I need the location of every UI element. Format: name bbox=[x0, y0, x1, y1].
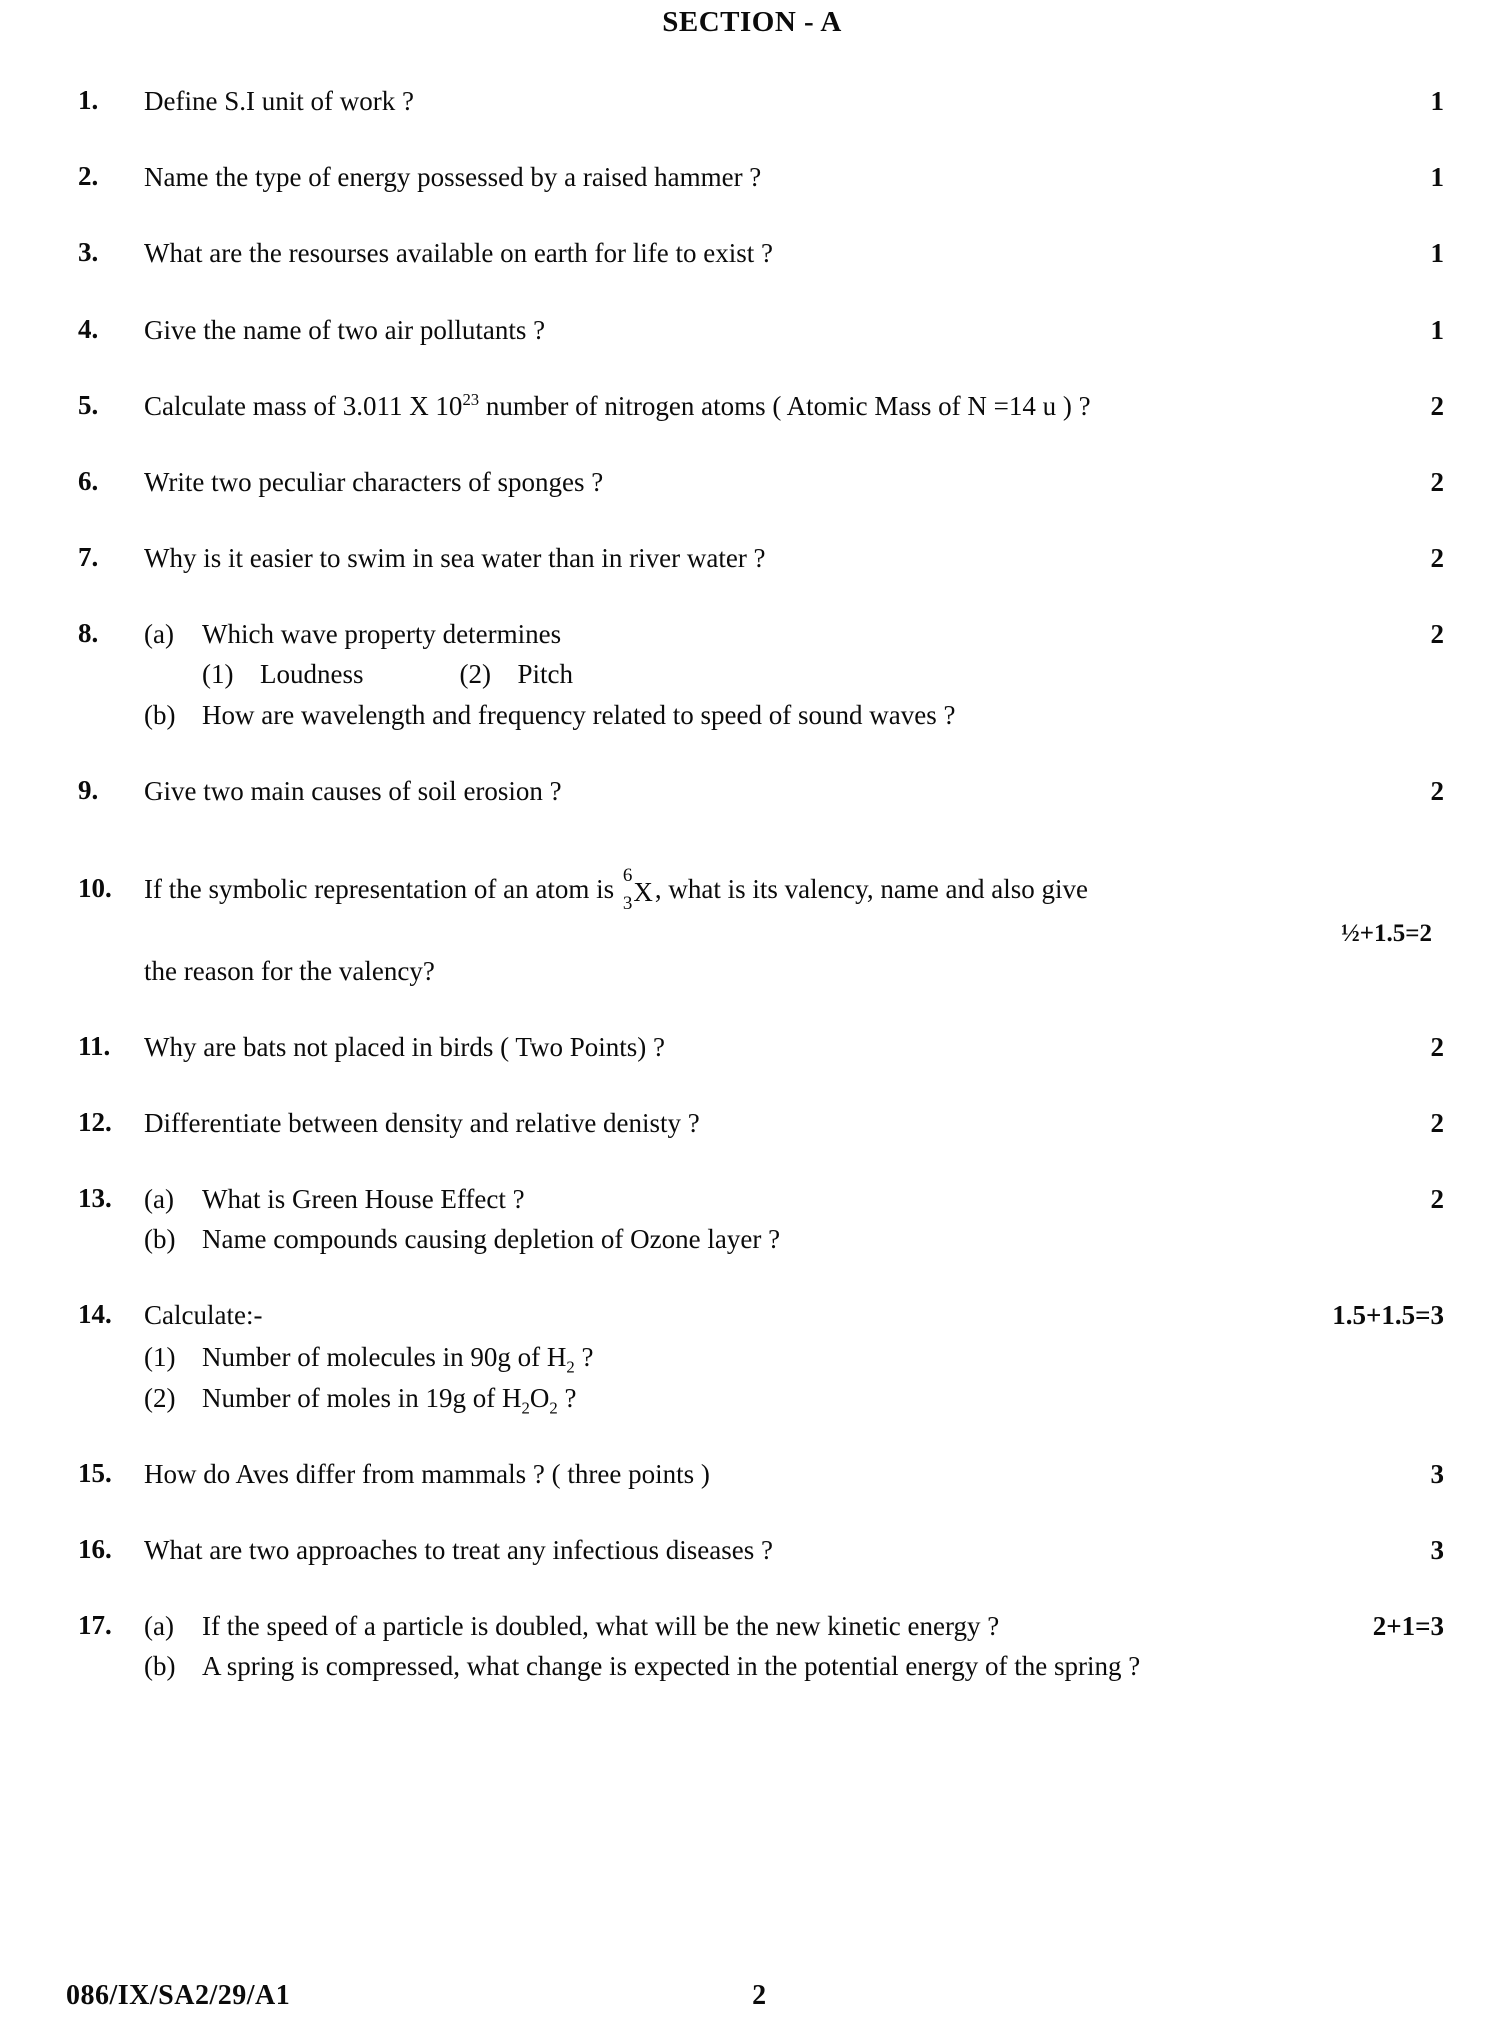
section-title: SECTION - A bbox=[662, 6, 842, 38]
question-text: What are the resourses available on earth for life to exist ? bbox=[144, 238, 773, 269]
question-number: 9. bbox=[78, 774, 99, 805]
question-text bbox=[144, 388, 1332, 424]
question-marks: 1 bbox=[1430, 238, 1444, 269]
question-part-a bbox=[144, 1608, 1286, 1644]
question-marks: 3 bbox=[1430, 1458, 1444, 1489]
option-1 bbox=[202, 656, 364, 692]
option-text: Loudness bbox=[260, 659, 364, 690]
part-text: How are wavelength and frequency related to speed of sound waves ? bbox=[202, 699, 956, 730]
atomic-stack bbox=[622, 865, 633, 914]
question-marks: ½+1.5=2 bbox=[1341, 920, 1432, 948]
question-number: 10. bbox=[78, 872, 112, 903]
atomic-number: 3 bbox=[622, 892, 633, 914]
question-marks: 2 bbox=[1430, 390, 1444, 421]
formula-subscript: 2 bbox=[566, 1356, 575, 1376]
question-marks: 2 bbox=[1430, 619, 1444, 650]
exponent-superscript: 23 bbox=[462, 389, 480, 409]
option-text: Pitch bbox=[517, 659, 574, 690]
question-intro: Calculate:- bbox=[144, 1300, 263, 1331]
question-marks: 1.5+1.5=3 bbox=[1332, 1300, 1444, 1331]
part-label: (a) bbox=[144, 1611, 174, 1642]
question-part-b bbox=[144, 697, 1324, 733]
question-number: 5. bbox=[78, 389, 99, 420]
question-number: 4. bbox=[78, 313, 99, 344]
part-label: (b) bbox=[144, 1651, 176, 1682]
question-number: 13. bbox=[78, 1183, 112, 1214]
page-footer bbox=[0, 1980, 1504, 2012]
question-marks: 1 bbox=[1430, 86, 1444, 116]
question-text: Name the type of energy possessed by a raised hammer ? bbox=[144, 162, 762, 193]
question-marks: 2 bbox=[1430, 775, 1444, 806]
question-item-15 bbox=[78, 1456, 1444, 1492]
question-item-7 bbox=[78, 540, 1444, 576]
part-text: Name compounds causing depletion of Ozone layer ? bbox=[202, 1224, 781, 1255]
mass-number: 6 bbox=[622, 865, 633, 887]
item-text bbox=[202, 1380, 576, 1416]
part-text: What is Green House Effect ? bbox=[202, 1184, 525, 1215]
question-number: 2. bbox=[78, 161, 99, 192]
question-item-9 bbox=[78, 773, 1444, 809]
formula-subscript-first: 2 bbox=[521, 1398, 530, 1418]
question-text bbox=[144, 865, 1444, 989]
question-part-b bbox=[144, 1648, 1286, 1684]
question-item-6 bbox=[78, 464, 1444, 500]
calc-item-1 bbox=[144, 1339, 1286, 1375]
formula-middle: O bbox=[529, 1382, 550, 1413]
question-item-5 bbox=[78, 388, 1444, 424]
option-spacer bbox=[364, 656, 460, 692]
question-marks: 2 bbox=[1430, 543, 1444, 574]
part-label: (a) bbox=[144, 619, 174, 650]
question-number: 11. bbox=[78, 1030, 111, 1061]
question-marks: 2 bbox=[1430, 1031, 1444, 1062]
item-text-before-subscript: Number of molecules in 90g of H bbox=[202, 1341, 567, 1372]
question-item-16 bbox=[78, 1532, 1444, 1568]
question-text: Why are bats not placed in birds ( Two Points) ? bbox=[144, 1031, 666, 1062]
question-text bbox=[144, 1181, 1332, 1257]
question-marks: 2 bbox=[1430, 1107, 1444, 1138]
question-text bbox=[144, 616, 1332, 733]
question-options bbox=[144, 656, 1324, 692]
option-label: (2) bbox=[459, 659, 491, 690]
question-item-4 bbox=[78, 312, 1444, 348]
question-marks: 1 bbox=[1430, 162, 1444, 193]
question-part-a bbox=[144, 616, 1324, 652]
part-text: Which wave property determines bbox=[202, 619, 562, 650]
question-marks: 2+1=3 bbox=[1372, 1611, 1444, 1642]
item-text-before-subscript: Number of moles in 19g of H bbox=[202, 1382, 522, 1413]
question-number: 12. bbox=[78, 1106, 112, 1137]
question-text-before-superscript: Calculate mass of 3.011 X 10 bbox=[144, 390, 463, 421]
formula-subscript-second: 2 bbox=[549, 1398, 558, 1418]
question-text-line-2: the reason for the valency? bbox=[144, 955, 435, 986]
question-number: 6. bbox=[78, 465, 99, 496]
atomic-symbol-notation bbox=[622, 865, 653, 914]
question-marks: 2 bbox=[1430, 1184, 1444, 1215]
paper-code: 086/IX/SA2/29/A1 bbox=[66, 1980, 291, 2011]
question-text: Give the name of two air pollutants ? bbox=[144, 314, 546, 345]
question-text: Define S.I unit of work ? bbox=[144, 86, 414, 116]
question-number: 14. bbox=[78, 1299, 112, 1330]
question-marks: 2 bbox=[1430, 466, 1444, 497]
question-text-after-symbol: , what is its valency, name and also give bbox=[654, 873, 1089, 904]
question-item-12 bbox=[78, 1105, 1444, 1141]
question-text bbox=[144, 1608, 1294, 1684]
question-item-8 bbox=[78, 616, 1444, 733]
question-number: 8. bbox=[78, 618, 99, 649]
question-text: How do Aves differ from mammals ? ( three points ) bbox=[144, 1458, 710, 1489]
item-label: (1) bbox=[144, 1341, 176, 1372]
question-text-line-1 bbox=[144, 865, 1436, 914]
option-2 bbox=[460, 656, 574, 692]
item-label: (2) bbox=[144, 1382, 176, 1413]
page-number: 2 bbox=[752, 1980, 767, 2011]
question-number: 15. bbox=[78, 1457, 112, 1488]
question-list bbox=[0, 83, 1504, 1685]
item-text-after-subscript: ? bbox=[557, 1382, 577, 1413]
element-symbol: X bbox=[633, 876, 653, 907]
question-item-13 bbox=[78, 1181, 1444, 1257]
question-text: Differentiate between density and relative denisty ? bbox=[144, 1107, 700, 1138]
part-text: If the speed of a particle is doubled, what will be the new kinetic energy ? bbox=[202, 1611, 1000, 1642]
part-label: (a) bbox=[144, 1184, 174, 1215]
question-part-a bbox=[144, 1181, 1324, 1217]
question-item-2 bbox=[78, 159, 1444, 195]
question-text bbox=[144, 1297, 1294, 1416]
question-text-after-superscript: number of nitrogen atoms ( Atomic Mass of N =14 u ) ? bbox=[479, 390, 1091, 421]
question-text: Write two peculiar characters of sponges ? bbox=[144, 466, 604, 497]
question-text-before-symbol: If the symbolic representation of an atom is bbox=[144, 873, 615, 904]
question-item-14 bbox=[78, 1297, 1444, 1416]
question-item-11 bbox=[78, 1029, 1444, 1065]
question-number: 3. bbox=[78, 237, 99, 268]
question-item-10 bbox=[78, 865, 1444, 989]
question-number: 1. bbox=[78, 85, 99, 115]
question-number: 17. bbox=[78, 1610, 112, 1641]
question-number: 7. bbox=[78, 542, 99, 573]
question-text: Give two main causes of soil erosion ? bbox=[144, 775, 562, 806]
option-label: (1) bbox=[202, 659, 234, 690]
calc-item-2 bbox=[144, 1380, 1286, 1416]
question-part-b bbox=[144, 1221, 1324, 1257]
question-item-17 bbox=[78, 1608, 1444, 1684]
question-text: What are two approaches to treat any infectious diseases ? bbox=[144, 1535, 773, 1566]
part-label: (b) bbox=[144, 699, 176, 730]
question-marks: 3 bbox=[1430, 1535, 1444, 1566]
question-item-1 bbox=[78, 83, 1444, 119]
item-text-after-subscript: ? bbox=[574, 1341, 594, 1372]
item-text bbox=[202, 1339, 594, 1375]
part-label: (b) bbox=[144, 1224, 176, 1255]
question-text: Why is it easier to swim in sea water than in river water ? bbox=[144, 543, 766, 574]
question-item-3 bbox=[78, 235, 1444, 271]
question-marks: 1 bbox=[1430, 314, 1444, 345]
part-text: A spring is compressed, what change is expected in the potential energy of the spring ? bbox=[202, 1651, 1141, 1682]
question-number: 16. bbox=[78, 1534, 112, 1565]
